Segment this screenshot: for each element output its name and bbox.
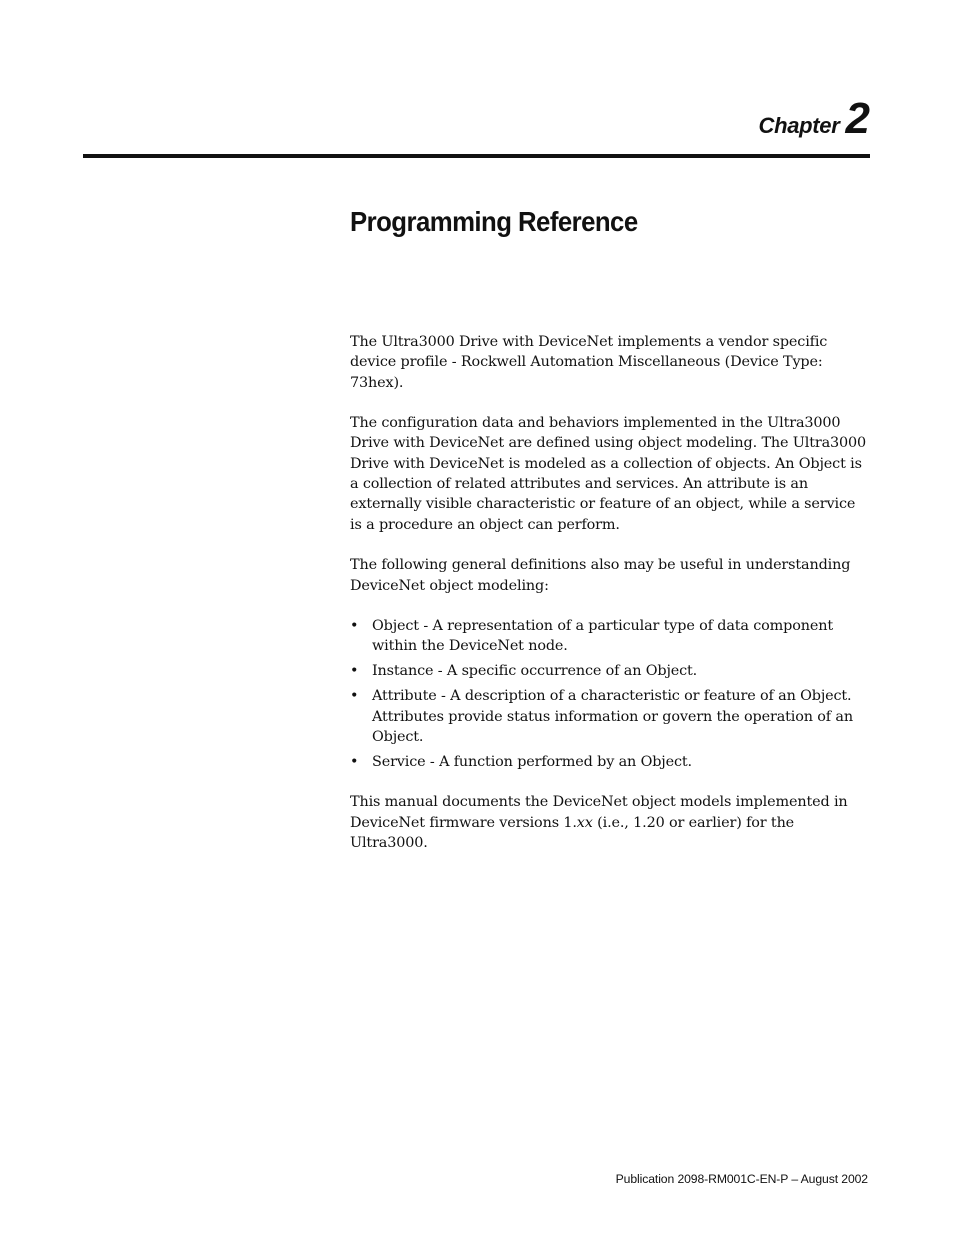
firmware-text-end: (i.e., 1.20 or earlier) for the Ultra3000. <box>350 814 795 851</box>
body-text <box>350 332 870 873</box>
bullet-icon: • <box>350 618 359 635</box>
list-item <box>350 752 870 772</box>
paragraph-device-profile: The Ultra3000 Drive with DeviceNet implements a vendor specific device profile - Rockwell Automation Miscellaneous (Device Type: 73hex). <box>350 334 828 391</box>
chapter-heading <box>758 94 869 144</box>
list-item <box>350 686 870 747</box>
paragraph-definitions-intro: The following general definitions also may be useful in understanding DeviceNet object modeling: <box>350 557 851 594</box>
page-title: Programming Reference <box>350 206 638 237</box>
chapter-number: 2 <box>845 94 869 143</box>
firmware-version-placeholder: xx <box>576 814 593 831</box>
paragraph-object-modeling: The configuration data and behaviors implemented in the Ultra3000 Drive with DeviceNet are defined using object modeling. The Ultra3000 Drive with DeviceNet is modeled as a collection of objects. An Object is a collection of related attributes and services. An attribute is an externally visible characteristic or feature of an object, while a service is a procedure an object can perform. <box>350 415 867 533</box>
publication-footer: Publication 2098-RM001C-EN-P – August 2002 <box>615 1172 868 1186</box>
paragraph-firmware-versions <box>350 792 870 853</box>
firmware-text-start: This manual documents the DeviceNet object models implemented in DeviceNet firmware versions 1. <box>350 794 848 831</box>
list-item <box>350 661 870 681</box>
bullet-icon: • <box>350 688 359 705</box>
definitions-list <box>350 616 870 772</box>
chapter-word: Chapter <box>758 113 840 138</box>
bullet-icon: • <box>350 663 359 680</box>
list-item-text: Service - A function performed by an Object. <box>372 754 692 770</box>
list-item-text: Object - A representation of a particular type of data component within the DeviceNet node. <box>372 618 833 655</box>
list-item <box>350 616 870 657</box>
bullet-icon: • <box>350 754 359 770</box>
list-item-text: Instance - A specific occurrence of an Object. <box>372 663 698 680</box>
list-item-text: Attribute - A description of a characteristic or feature of an Object. Attributes provide status information or govern the operation of an Object. <box>372 688 853 746</box>
chapter-divider <box>83 154 870 158</box>
